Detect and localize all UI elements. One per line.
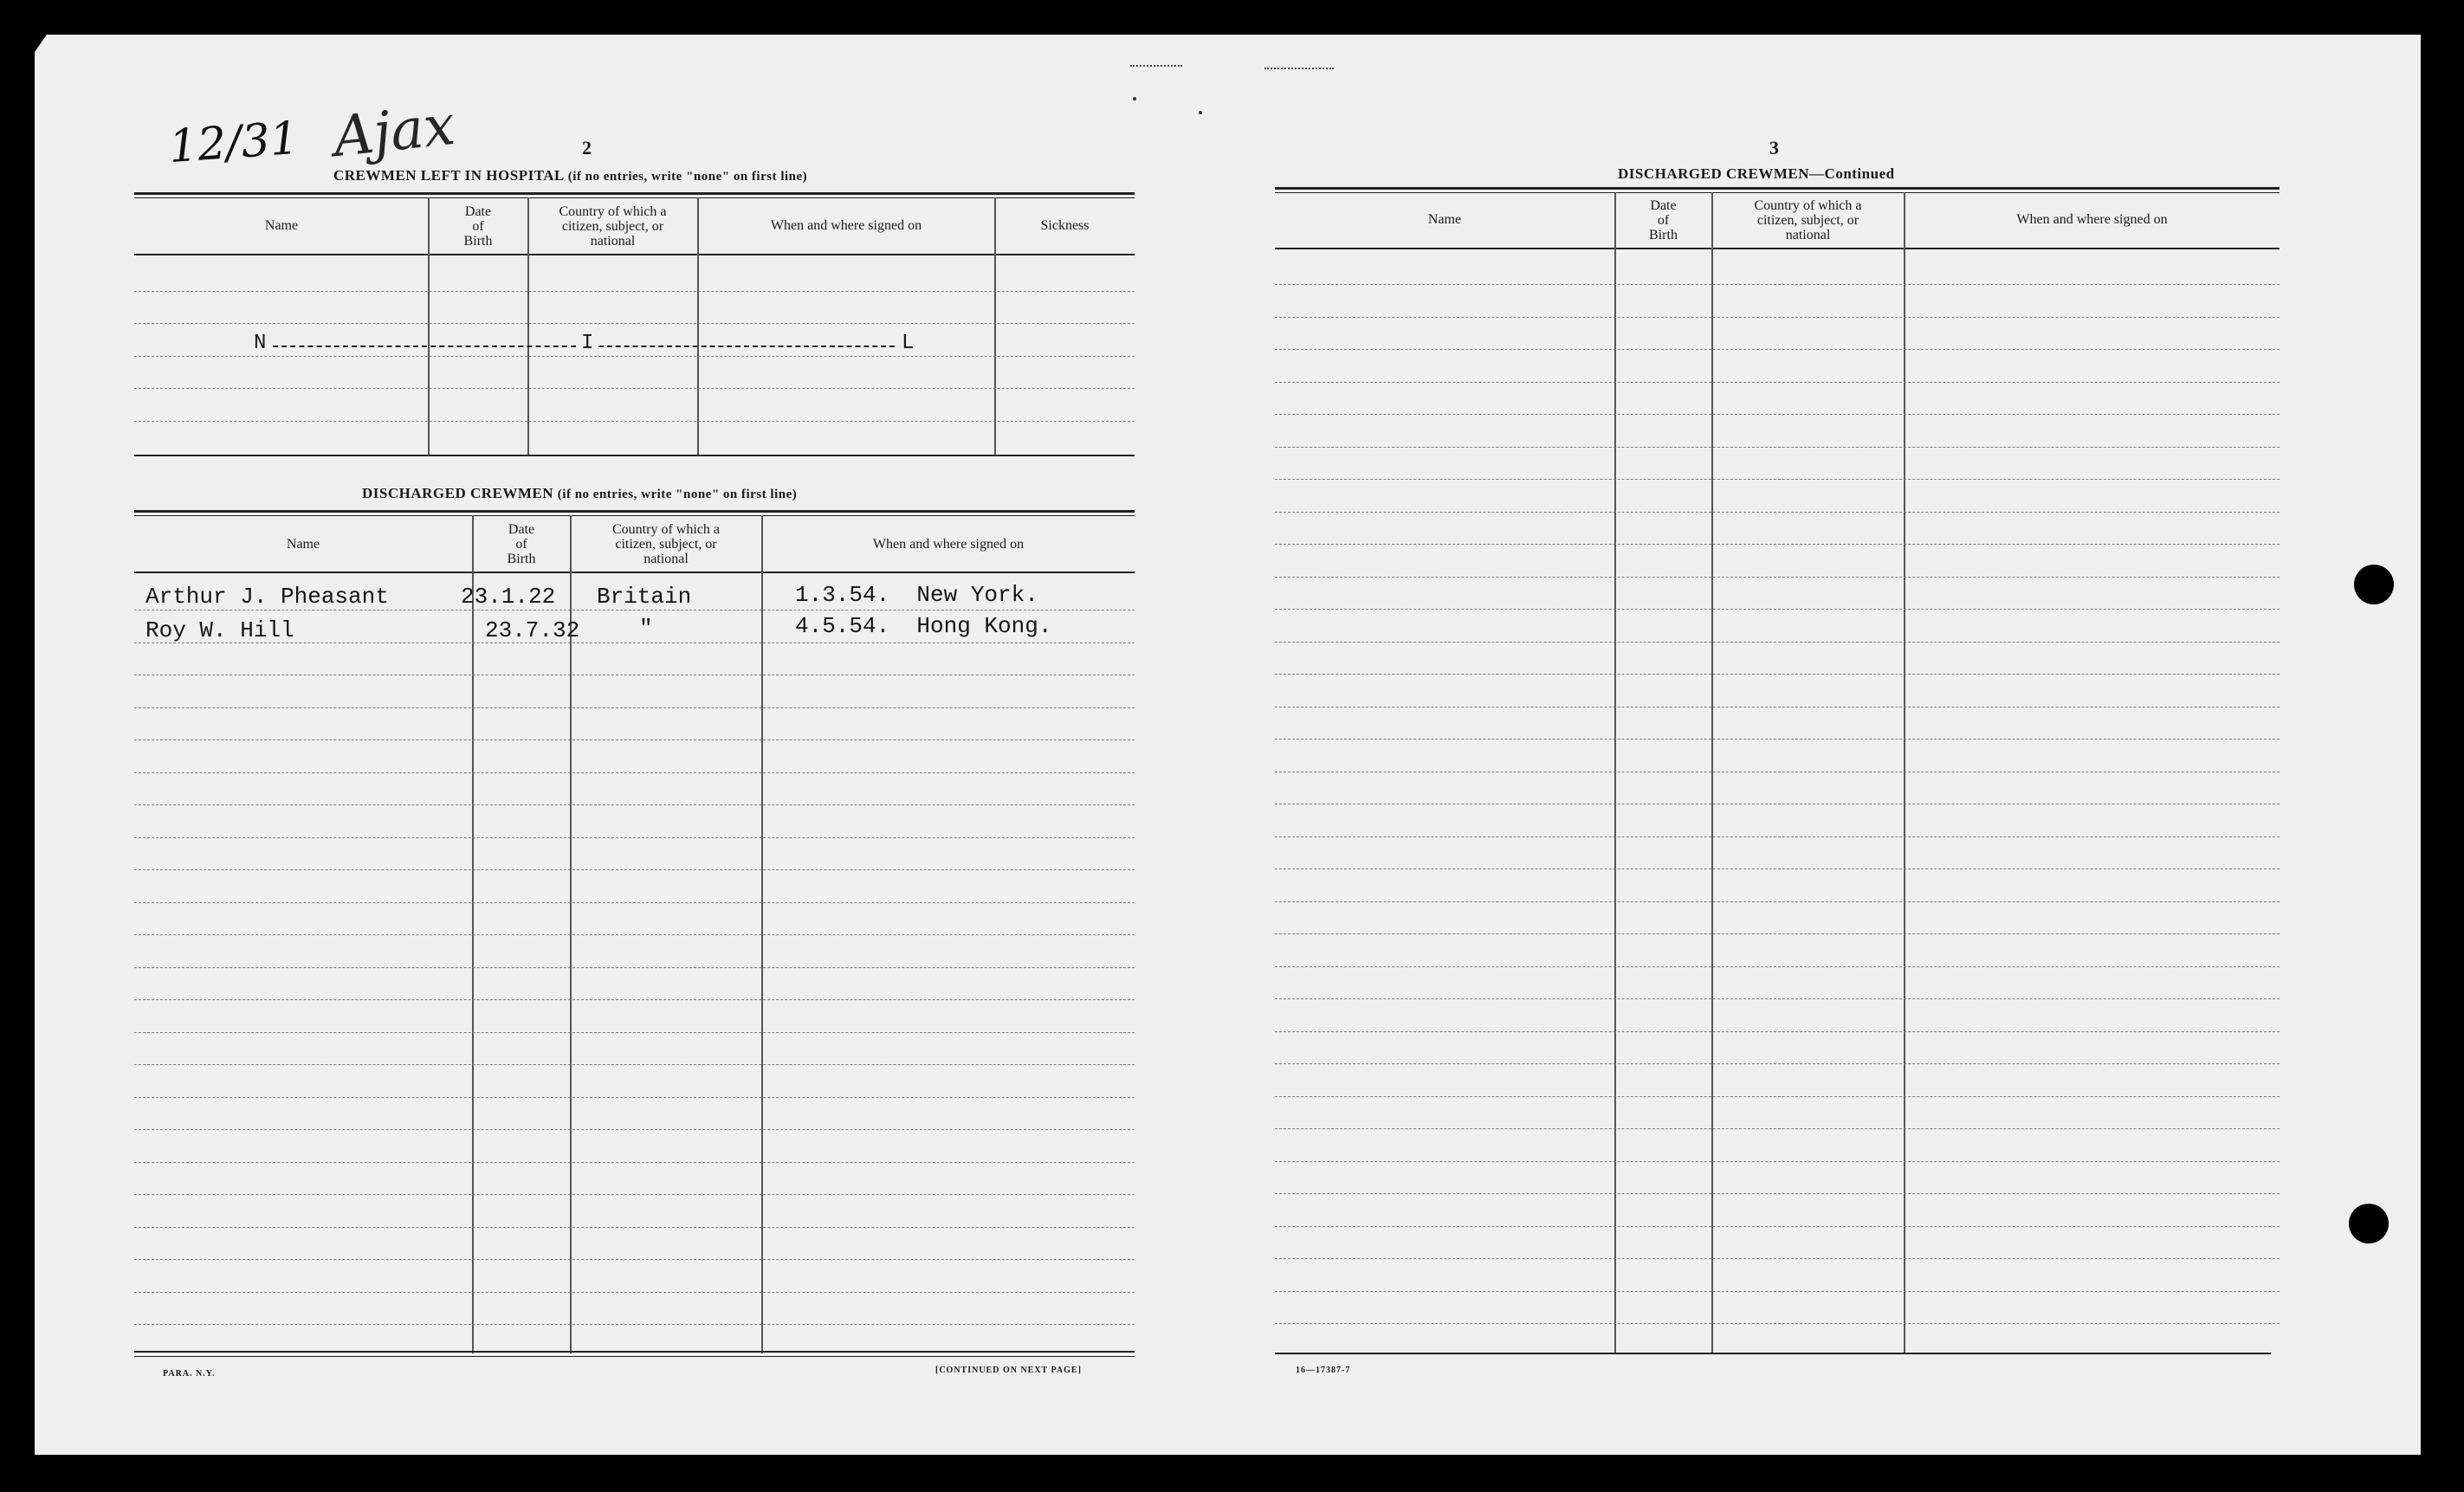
continued-col-divider-2	[1711, 192, 1713, 1353]
nil-letter-i: I	[581, 332, 594, 355]
punch-hole	[2349, 1204, 2389, 1243]
ledger-row-line	[134, 707, 1135, 708]
ledger-row-line	[134, 1162, 1135, 1163]
ledger-row-line	[134, 804, 1135, 805]
hospital-col-signed-on: When and where signed on	[770, 218, 922, 233]
crewman-country: Britain	[597, 584, 692, 610]
ledger-row-line	[1275, 1323, 2280, 1324]
ledger-row-line	[134, 967, 1135, 968]
crewman-dob: 23.1.22	[461, 584, 556, 610]
ledger-row-line	[134, 1064, 1135, 1065]
hospital-row-line	[134, 388, 1135, 389]
continued-top-rule	[1275, 187, 2280, 190]
discharged-note: (if no entries, write "none" on first line)	[557, 488, 798, 501]
hospital-col-divider-4	[994, 197, 996, 455]
hospital-nil-entry	[254, 332, 921, 358]
hospital-top-rule	[134, 192, 1135, 195]
continued-header-rule	[1275, 248, 2280, 249]
ledger-row-line	[1275, 512, 2280, 513]
ledger-row-line	[1275, 1226, 2280, 1227]
ledger-row-line	[134, 772, 1135, 773]
discharged-col-country: Country of which a citizen, subject, or national	[612, 522, 720, 566]
continued-col-divider-1	[1614, 192, 1616, 1353]
hospital-bottom-rule	[134, 455, 1135, 456]
continued-bottom-rule	[1275, 1353, 2271, 1354]
discharged-header-rule	[134, 572, 1135, 573]
ledger-row-line	[1275, 1128, 2280, 1129]
ledger-row-line	[134, 1227, 1135, 1228]
crewman-name: Arthur J. Pheasant	[146, 584, 389, 610]
ledger-row-line	[134, 1097, 1135, 1098]
continued-col-name: Name	[1427, 212, 1462, 227]
discharged-section-title	[362, 485, 797, 502]
margin-note-date: 12/31	[167, 112, 301, 174]
hospital-section-title	[333, 167, 807, 184]
ledger-row-line	[134, 869, 1135, 870]
nil-letter-l: L	[902, 332, 915, 355]
ledger-row-line	[1275, 1096, 2280, 1097]
continued-col-divider-3	[1904, 192, 1905, 1353]
ledger-row-line	[134, 934, 1135, 935]
continued-col-country: Country of which a citizen, subject, or national	[1754, 198, 1862, 242]
ledger-row-line	[1275, 447, 2280, 448]
ledger-row-line	[134, 902, 1135, 903]
continued-section-title: DISCHARGED CREWMEN—Continued	[1618, 165, 1895, 182]
continued-col-signed-on: When and where signed on	[2016, 212, 2168, 227]
footer-form-number: 16—17387-7	[1296, 1366, 1351, 1375]
ledger-row-line	[1275, 609, 2280, 610]
crewman-signed-on: 4.5.54. Hong Kong.	[795, 613, 1052, 639]
ledger-row-line	[134, 1324, 1135, 1325]
ledger-row-line	[1275, 382, 2280, 383]
ledger-row-line	[1275, 1258, 2280, 1259]
ledger-row-line	[1275, 544, 2280, 545]
ledger-row-line	[1275, 1291, 2280, 1292]
hospital-col-dob: Date of Birth	[463, 204, 493, 249]
ledger-row-line	[1275, 349, 2280, 350]
footer-continued: [CONTINUED ON NEXT PAGE]	[935, 1366, 1082, 1375]
nil-dash-line	[273, 346, 576, 347]
discharged-col-signed-on: When and where signed on	[872, 537, 1025, 552]
hospital-row-line	[134, 421, 1135, 422]
paper-speck	[1264, 68, 1334, 72]
crewman-dob: 23.7.32	[485, 617, 580, 643]
ledger-row-line	[1275, 642, 2280, 643]
paper-speck	[1130, 65, 1182, 69]
crewman-country: "	[639, 616, 653, 642]
discharged-bottom-rule	[134, 1351, 1135, 1353]
ledger-row-line	[1275, 739, 2280, 740]
ledger-row-line	[134, 1194, 1135, 1195]
discharged-top-rule	[134, 510, 1135, 513]
discharged-title: DISCHARGED CREWMEN	[362, 485, 554, 501]
ledger-row-line	[1275, 1063, 2280, 1064]
footer-left-imprint: PARA. N.Y.	[163, 1369, 216, 1379]
ledger-row-line	[1275, 1031, 2280, 1032]
paper-speck	[1133, 97, 1136, 100]
hospital-note: (if no entries, write "none" on first line)	[567, 170, 808, 184]
ledger-row-line	[1275, 577, 2280, 578]
hospital-title: CREWMEN LEFT IN HOSPITAL	[333, 167, 564, 184]
ledger-row-line	[1275, 1193, 2280, 1194]
crewman-name: Roy W. Hill	[146, 617, 294, 643]
ledger-row-line	[134, 999, 1135, 1000]
ledger-row-line	[134, 1259, 1135, 1260]
ledger-row-line	[1275, 933, 2280, 934]
hospital-col-sickness: Sickness	[1040, 218, 1090, 233]
page-number-right: 3	[1769, 137, 1779, 158]
continued-top-rule-2	[1275, 192, 2280, 193]
ledger-row-line	[1275, 317, 2280, 318]
discharged-col-name: Name	[286, 537, 320, 552]
ledger-row-line	[1275, 479, 2280, 480]
discharged-col-dob: Date of Birth	[507, 522, 536, 566]
continued-col-dob: Date of Birth	[1649, 198, 1678, 242]
ledger-row-line	[1275, 674, 2280, 675]
margin-note-initials: Ajax	[330, 93, 458, 171]
hospital-col-name: Name	[264, 218, 299, 233]
page-number-left: 2	[582, 137, 592, 158]
ledger-row-line	[134, 837, 1135, 838]
nil-dash-line	[598, 346, 895, 347]
paper-speck	[1199, 111, 1202, 114]
hospital-col-country: Country of which a citizen, subject, or national	[559, 204, 667, 249]
ledger-row-line	[134, 1129, 1135, 1130]
punch-hole	[2354, 565, 2394, 604]
ledger-row-line	[1275, 1161, 2280, 1162]
ledger-row-line	[1275, 901, 2280, 902]
ledger-row-line	[1275, 284, 2280, 285]
nil-letter-n: N	[254, 332, 267, 355]
ledger-row-line	[1275, 966, 2280, 967]
hospital-col-divider-3	[697, 197, 699, 455]
ledger-row-line	[1275, 836, 2280, 837]
ledger-row-line	[1275, 998, 2280, 999]
discharged-top-rule-2	[134, 515, 1135, 516]
ledger-row-line	[134, 1292, 1135, 1293]
hospital-header-rule	[134, 254, 1135, 255]
crewman-signed-on: 1.3.54. New York.	[795, 582, 1038, 608]
discharged-bottom-rule-2	[134, 1356, 1135, 1357]
hospital-row-line	[134, 323, 1135, 324]
hospital-row-line	[134, 291, 1135, 292]
ledger-row-line	[134, 1032, 1135, 1033]
hospital-top-rule-2	[134, 197, 1135, 198]
ledger-row-line	[1275, 414, 2280, 415]
